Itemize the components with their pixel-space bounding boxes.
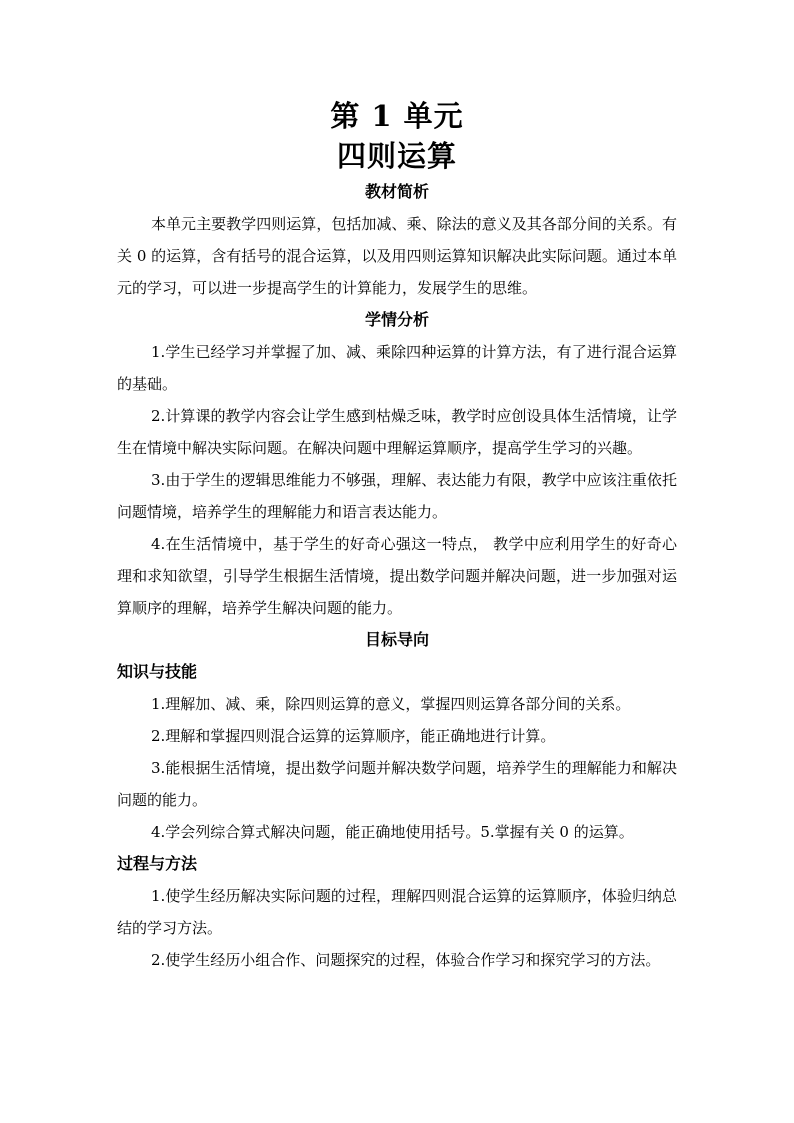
unit-number-title: 第 1 单元 — [330, 99, 464, 133]
students-item: 4.在生活情境中，基于学生的好奇心强这一特点， 教学中应利用学生的好奇心理和求知欲望，引导学生根据生活情境，提出数学问题并解决问题，进一步加强对运算顺序的理解，培养学生解决问题的能力。 — [117, 535, 677, 617]
analysis-heading: 教材简析 — [364, 182, 429, 201]
process-subheading: 过程与方法 — [117, 854, 198, 873]
knowledge-item: 4.学会列综合算式解决问题，能正确地使用括号。5.掌握有关 0 的运算。 — [151, 823, 634, 841]
knowledge-subheading: 知识与技能 — [117, 662, 198, 681]
process-item: 1.使学生经历解决实际问题的过程，理解四则混合运算的运算顺序，体验归纳总结的学习方法。 — [117, 887, 677, 937]
analysis-paragraph: 本单元主要教学四则运算，包括加减、乘、除法的意义及其各部分间的关系。有关 0 的运算，含有括号的混合运算，以及用四则运算知识解决此实际问题。通过本单元的学习，可以进一步提高学生的计算能力，发展学生的思维。 — [117, 215, 677, 297]
students-item: 2.计算课的教学内容会让学生感到枯燥乏味，教学时应创设具体生活情境，让学生在情境中解决实际问题。在解决问题中理解运算顺序，提高学生学习的兴趣。 — [117, 407, 677, 457]
students-item: 1.学生已经学习并掌握了加、减、乘除四种运算的计算方法，有了进行混合运算的基础。 — [117, 343, 677, 393]
document-page — [117, 96, 677, 976]
unit-name-title: 四则运算 — [336, 139, 457, 173]
goals-heading: 目标导向 — [364, 630, 429, 649]
process-item: 2.使学生经历小组合作、问题探究的过程，体验合作学习和探究学习的方法。 — [151, 951, 661, 969]
knowledge-item: 1.理解加、减、乘，除四则运算的意义，掌握四则运算各部分间的关系。 — [151, 695, 631, 713]
students-heading: 学情分析 — [364, 310, 429, 329]
knowledge-item: 3.能根据生活情境，提出数学问题并解决数学问题，培养学生的理解能力和解决问题的能力。 — [117, 759, 677, 809]
students-item: 3.由于学生的逻辑思维能力不够强，理解、表达能力有限，教学中应该注重依托问题情境，培养学生的理解能力和语言表达能力。 — [117, 471, 677, 521]
knowledge-item: 2.理解和掌握四则混合运算的运算顺序，能正确地进行计算。 — [151, 727, 556, 745]
